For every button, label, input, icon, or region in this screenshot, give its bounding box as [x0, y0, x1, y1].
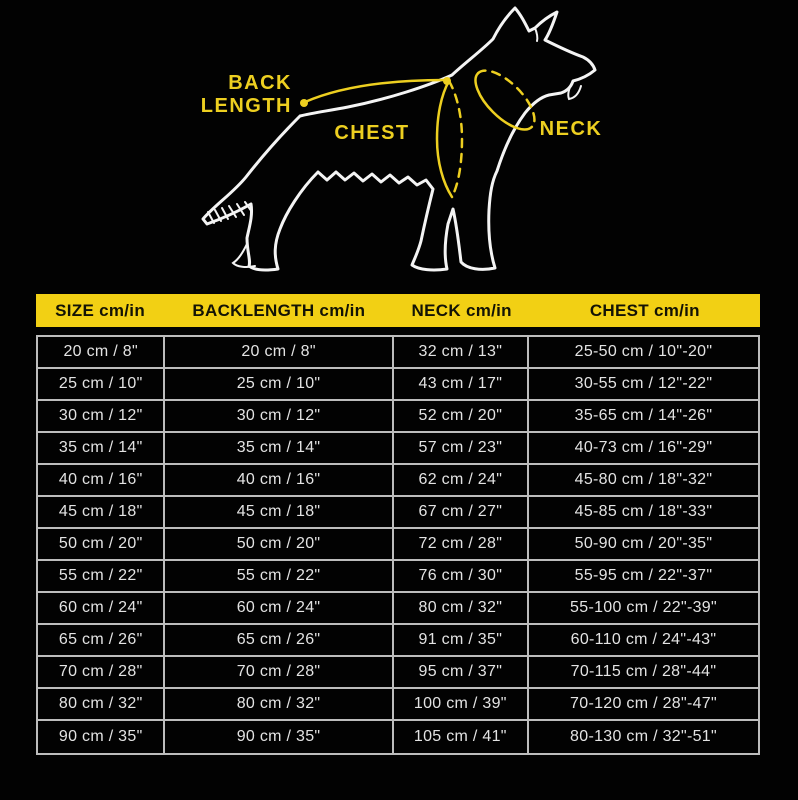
table-cell: 55-100 cm / 22"-39" — [570, 599, 717, 616]
table-cell: 45 cm / 18" — [165, 497, 393, 527]
back-length-label-line1: BACK — [228, 72, 292, 94]
neck-girth-measure — [466, 61, 544, 139]
table-header-size: SIZE cm/in — [55, 300, 146, 320]
table-header-row — [36, 294, 760, 327]
ear-inner-detail — [535, 28, 537, 41]
table-cell: 90 cm / 35" — [38, 721, 165, 753]
table-cell: 25 cm / 10" — [38, 369, 165, 399]
table-cell: 55 cm / 22" — [165, 561, 393, 591]
table-cell: 70-115 cm / 28"-44" — [570, 663, 717, 680]
table-cell: 40 cm / 16" — [165, 465, 393, 495]
table-cell: 65 cm / 26" — [165, 625, 393, 655]
size-table — [36, 294, 760, 755]
table-cell: 30 cm / 12" — [38, 401, 165, 431]
table-row — [38, 593, 758, 625]
table-row — [38, 689, 758, 721]
table-cell: 55 cm / 22" — [38, 561, 165, 591]
table-cell: 70-120 cm / 28"-47" — [570, 695, 717, 712]
table-cell: 76 cm / 30" — [394, 561, 529, 591]
table-row — [38, 369, 758, 401]
table-cell: 70 cm / 28" — [165, 657, 393, 687]
table-row — [38, 561, 758, 593]
table-cell: 55-95 cm / 22"-37" — [574, 567, 713, 584]
table-cell: 80 cm / 32" — [165, 689, 393, 719]
table-cell: 70 cm / 28" — [38, 657, 165, 687]
table-cell: 105 cm / 41" — [394, 721, 529, 753]
back-length-line — [305, 80, 445, 102]
table-row — [38, 657, 758, 689]
table-cell: 65 cm / 26" — [38, 625, 165, 655]
table-row — [38, 337, 758, 369]
table-row — [38, 497, 758, 529]
table-cell: 80-130 cm / 32"-51" — [570, 728, 717, 745]
table-cell: 25 cm / 10" — [165, 369, 393, 399]
table-cell: 43 cm / 17" — [394, 369, 529, 399]
dog-measurement-diagram — [0, 0, 798, 292]
table-cell: 80 cm / 32" — [38, 689, 165, 719]
tongue-detail — [568, 81, 581, 99]
table-cell: 80 cm / 32" — [394, 593, 529, 623]
table-row — [38, 433, 758, 465]
far-hind-paw — [233, 244, 255, 267]
table-body — [36, 335, 760, 755]
neck-girth-solid — [466, 73, 532, 139]
table-cell: 45-80 cm / 18"-32" — [574, 471, 713, 488]
table-header-chest: CHEST cm/in — [589, 300, 700, 320]
table-cell: 20 cm / 8" — [38, 337, 165, 367]
table-cell: 62 cm / 24" — [394, 465, 529, 495]
table-cell: 67 cm / 27" — [394, 497, 529, 527]
chest-girth-solid — [437, 81, 452, 197]
table-cell: 30 cm / 12" — [165, 401, 393, 431]
table-cell: 60 cm / 24" — [38, 593, 165, 623]
table-cell: 35 cm / 14" — [38, 433, 165, 463]
table-cell: 95 cm / 37" — [394, 657, 529, 687]
table-cell: 25-50 cm / 10"-20" — [574, 343, 713, 360]
chest-girth-measure — [437, 81, 462, 197]
table-cell: 60-110 cm / 24"-43" — [570, 631, 717, 648]
table-cell: 32 cm / 13" — [394, 337, 529, 367]
table-row — [38, 721, 758, 753]
table-row — [38, 401, 758, 433]
neck-label: NECK — [539, 118, 603, 140]
table-cell: 72 cm / 28" — [394, 529, 529, 559]
table-row — [38, 625, 758, 657]
table-cell: 40-73 cm / 16"-29" — [574, 439, 713, 456]
table-cell: 57 cm / 23" — [394, 433, 529, 463]
table-cell: 35 cm / 14" — [165, 433, 393, 463]
table-cell: 30-55 cm / 12"-22" — [574, 375, 713, 392]
table-cell: 90 cm / 35" — [165, 721, 393, 753]
table-cell: 50 cm / 20" — [165, 529, 393, 559]
table-cell: 45 cm / 18" — [38, 497, 165, 527]
chest-girth-dashed — [449, 81, 462, 197]
table-header-backlength: BACKLENGTH cm/in — [192, 300, 366, 320]
table-row — [38, 465, 758, 497]
table-cell: 40 cm / 16" — [38, 465, 165, 495]
table-cell: 50 cm / 20" — [38, 529, 165, 559]
table-cell: 45-85 cm / 18"-33" — [574, 503, 713, 520]
table-cell: 100 cm / 39" — [394, 689, 529, 719]
neck-girth-dashed — [478, 61, 544, 127]
table-row — [38, 529, 758, 561]
table-cell: 52 cm / 20" — [394, 401, 529, 431]
back-length-measure-line — [300, 77, 451, 107]
chest-label: CHEST — [334, 122, 410, 144]
table-cell: 91 cm / 35" — [394, 625, 529, 655]
table-header-neck: NECK cm/in — [411, 300, 512, 320]
table-cell: 50-90 cm / 20"-35" — [574, 535, 713, 552]
table-cell: 60 cm / 24" — [165, 593, 393, 623]
back-length-label-line2: LENGTH — [200, 95, 292, 117]
table-cell: 35-65 cm / 14"-26" — [574, 407, 713, 424]
table-cell: 20 cm / 8" — [165, 337, 393, 367]
back-length-dot-start — [300, 99, 308, 107]
